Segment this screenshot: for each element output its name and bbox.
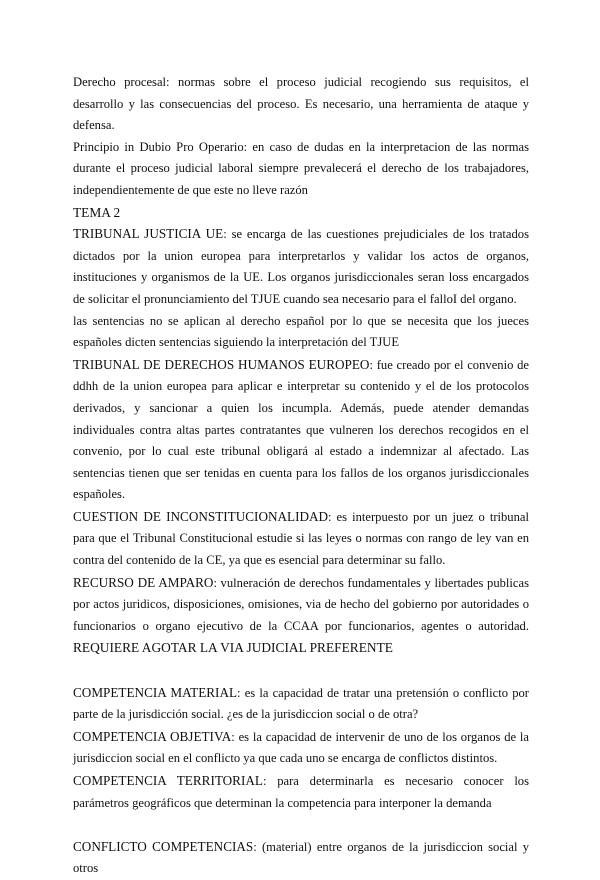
paragraph-text: : para determinarla es necesario conocer los parámetros geográficos que determinan la competencia para interponer la demanda [73,774,530,810]
document-page [73,72,529,880]
term-label: CUESTION DE INCONSTITUCIONALIDAD [73,508,329,524]
paragraph-text: : es interpuesto por un juez o tribunal para que el Tribunal Constitucional estudie si las leyes o normas con rango de ley van en contra del contenido de la CE, ya que es esencial para determinar su fallo. [73,509,529,568]
term-label: COMPETENCIA OBJETIVA [73,728,232,744]
paragraph-competencia-material [73,682,529,726]
paragraph-text: : se encarga de las cuestiones prejudiciales de los tratados dictados por la union europea para interpretarlos y validar los actos de organos, instituciones y organismos de la UE. Los organos jurisdiccionales seran loss encargados de solicitar el pronunciamiento del TJUE cuando sea necesario para el falloI del organo. [73,227,529,306]
term-label: CONFLICTO COMPETENCIAS [73,838,254,854]
paragraph-text: : fue creado por el convenio de ddhh de la union europea para aplicar e interpretar su contenido y el de los protocolos derivados, y sancionar a quien los incumpla. Además, puede atender demandas individuales contra altas partes contratantes que vulneren los derechos recogidos en el convenio, por lo cual este tribunal obligará al estado a indemnizar al afectado. Las sentencias tienen que ser tenidas en cuenta para los fallos de los organos jurisdiccionales españoles. [73,357,530,502]
paragraph-text: : vulneración de derechos fundamentales y libertades publicas por actos juridicos, disposiciones, omisiones, via de hecho del gobierno por autoridades o funcionarios o organo ejecutivo de la CCAA por funcionarios, agentes o autoridad. [73,575,530,633]
paragraph-text: : es la capacidad de intervenir de uno de los organos de la jurisdiccion social en el conflicto ya que cada uno se encarga de conflictos distintos. [73,729,529,766]
paragraph-text: Derecho procesal: normas sobre el proceso judicial recogiendo sus requisitos, el desarrollo y las consecuencias del proceso. Es necesario, una herramienta de ataque y defensa. [73,75,529,133]
paragraph-text: Principio in Dubio Pro Operario: en caso de dudas en la interpretacion de las normas durante el proceso judicial laboral siempre prevalecerá el derecho de los trabajadores, independientemente de que este no lleve razón [73,139,529,197]
heading-text: TEMA 2 [73,204,121,220]
paragraph-in-dubio-pro-operario [73,137,529,202]
paragraph-sentencias [73,311,529,354]
term-label: RECURSO DE AMPARO [73,574,214,590]
emphasis-note: REQUIERE AGOTAR LA VIA JUDICIAL PREFERENTE [73,640,393,656]
paragraph-competencia-objetiva [73,726,529,770]
paragraph-tribunal-justicia-ue [73,223,529,310]
paragraph-recurso-amparo [73,572,529,660]
term-label: COMPETENCIA TERRITORIAL [73,773,263,788]
section-heading-tema-2 [73,202,529,224]
paragraph-text: : es la capacidad de tratar una pretensión o conflicto por parte de la jurisdicción social. ¿es de la jurisdiccion social o de otra? [73,685,529,722]
paragraph-conflicto-competencias [73,836,529,880]
paragraph-cuestion-inconstitucionalidad [73,506,529,572]
term-label: TRIBUNAL DE DERECHOS HUMANOS EUROPEO [73,356,370,372]
blank-line [73,660,529,682]
blank-line [73,814,529,836]
paragraph-tribunal-ddhh [73,354,529,506]
paragraph-text: las sentencias no se aplican al derecho español por lo que se necesita que los jueces españoles dicten sentencias siguiendo la interpretación del TJUE [73,313,529,350]
paragraph-text: : (material) entre organos de la jurisdiccion social y otros [73,839,529,876]
term-label: COMPETENCIA MATERIAL [73,684,238,700]
paragraph-derecho-procesal [73,72,529,137]
paragraph-competencia-territorial [73,770,529,814]
term-label: TRIBUNAL JUSTICIA UE [73,226,224,242]
